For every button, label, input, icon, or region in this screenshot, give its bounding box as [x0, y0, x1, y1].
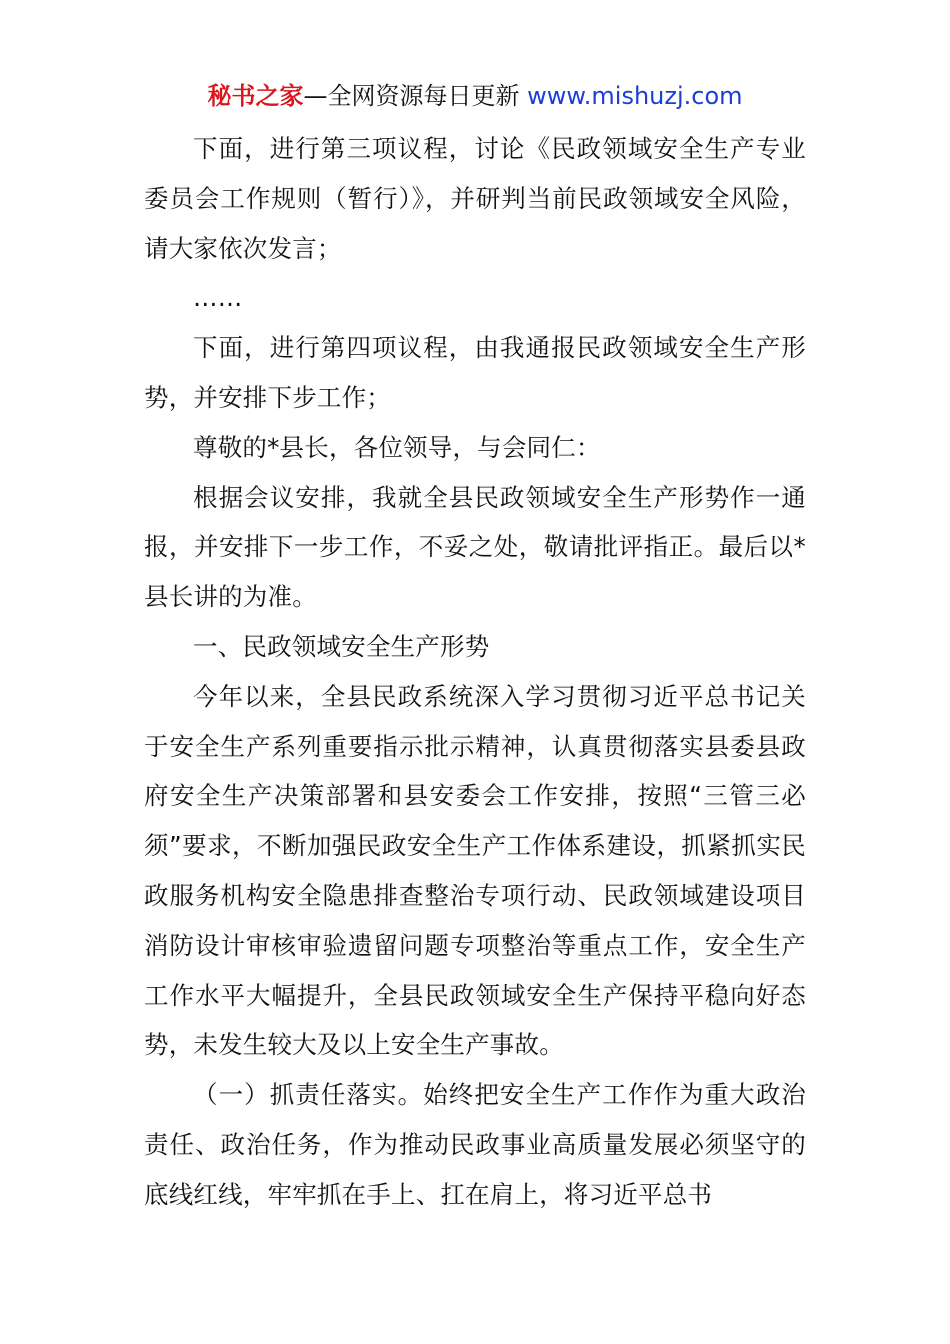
- site-tagline: —全网资源每日更新: [303, 82, 528, 110]
- paragraph-overview: 今年以来，全县民政系统深入学习贯彻习近平总书记关于安全生产系列重要指示批示精神，认真贯彻落实县委县政府安全生产决策部署和县安委会工作安排，按照“三管三必须”要求，不断加强民政安全生产工作体系建设，抓紧抓实民政服务机构安全隐患排查整治专项行动、民政领域建设项目消防设计审核审验遗留问题专项整治等重点工作，安全生产工作水平大幅提升，全县民政领域安全生产保持平稳向好态势，未发生较大及以上安全生产事故。: [144, 681, 806, 1060]
- site-brand: 秘书之家: [207, 82, 304, 110]
- paragraph-intro: 根据会议安排，我就全县民政领域安全生产形势作一通报，并安排下一步工作，不妥之处，敬请批评指正。最后以*县长讲的为准。: [144, 482, 806, 612]
- paragraph-agenda-item-4: 下面，进行第四项议程，由我通报民政领域安全生产形势，并安排下步工作；: [144, 333, 806, 412]
- paragraph-agenda-item-3: 下面，进行第三项议程，讨论《民政领域安全生产专业委员会工作规则（暂行）》，并研判当前民政领域安全风险，请大家依次发言；: [144, 134, 806, 263]
- paragraph-subsection-1: （一）抓责任落实。始终把安全生产工作作为重大政治责任、政治任务，作为推动民政事业高质量发展必须坚守的底线红线，牢牢抓在手上、扛在肩上，将习近平总书: [144, 1080, 806, 1209]
- document-body: [144, 124, 806, 1220]
- site-url-link[interactable]: www.mishuzj.com: [527, 82, 743, 110]
- paragraph-ellipsis: ……: [193, 283, 243, 313]
- site-header: [0, 80, 950, 112]
- section-heading-1: 一、民政领域安全生产形势: [193, 631, 490, 661]
- paragraph-salutation: 尊敬的*县长，各位领导，与会同仁：: [193, 432, 601, 462]
